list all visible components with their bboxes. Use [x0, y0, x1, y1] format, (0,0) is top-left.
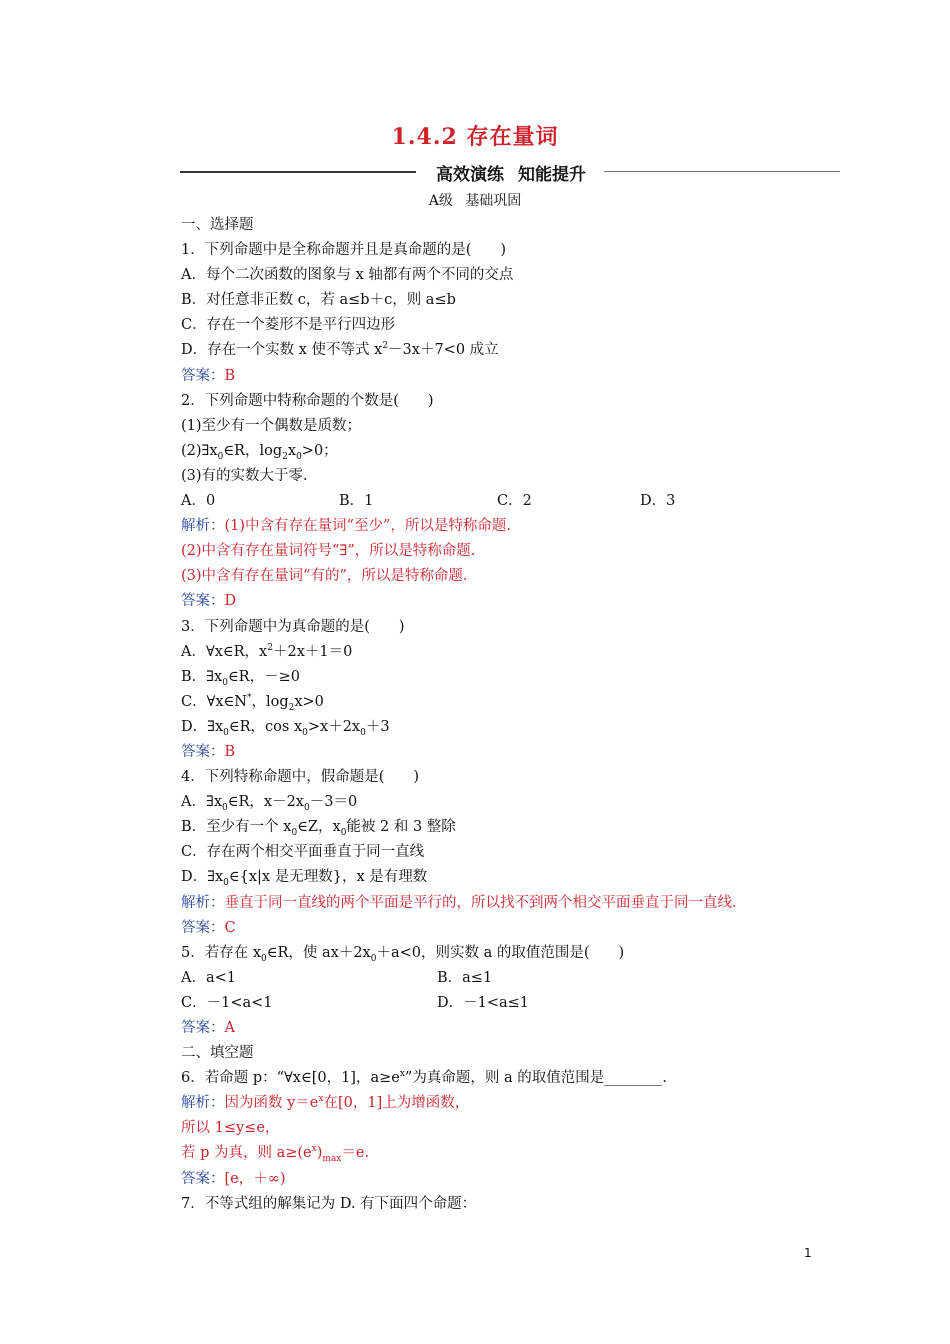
answer-label: 答案： [181, 919, 225, 936]
q4-option-a: A．$\exists x_0\in R$，$x-2x_0-3=0$ [181, 794, 358, 814]
page-number: 1 [804, 1246, 812, 1260]
q5-answer [181, 1016, 831, 1041]
section-heading-choice: 一、选择题 [181, 217, 254, 233]
q2-solution-3: (3)中含有存在量词“有的”，所以是特称命题. [181, 568, 468, 585]
q4-option-c: C．存在两个相交平面垂直于同一直线 [181, 844, 425, 861]
answer-label: 答案： [181, 593, 225, 610]
q4-solution: 解析：垂直于同一直线的两个平面是平行的，所以找不到两个相交平面垂直于同一直线. [181, 894, 737, 911]
answer-label: 答案： [181, 367, 225, 384]
answer-label: 答案： [181, 1170, 225, 1187]
q3-option-c: C．∀x∈N*，$\log_2x>0$ [181, 692, 324, 713]
question-6: 6．若命题 p：“∀x∈[0，1]，$a\ge e^x$”为真命题，则 a 的取值范围是________. [181, 1069, 667, 1087]
q5-options-ab [181, 966, 831, 991]
banner-rule-right [604, 171, 840, 172]
q2-options [181, 489, 831, 514]
exercise-content [181, 213, 831, 1217]
q2-item-2: $(2)\exists x_0\in R$，$\log_2x_0>0$； [181, 442, 338, 462]
banner-text: 高效演练 知能提升 [436, 165, 586, 185]
section-heading-fill: 二、填空题 [181, 1045, 254, 1062]
q2-option-d: D．3 [640, 493, 676, 510]
q1-option-b: B．对任意非正数 c，若 a≤b＋c，则 a≤b [181, 292, 456, 309]
difficulty-level: A级 基础巩固 [428, 193, 522, 209]
q3-option-d: D．$\exists x_0\in R$，$\cos x_0>x+2x_0+3$ [181, 718, 390, 738]
answer-value: B [224, 743, 236, 760]
solution-label: 解析： [181, 1095, 225, 1112]
q3-answer [181, 740, 831, 765]
q6-solution-2: 所以 1≤y≤e， [181, 1120, 280, 1137]
q2-solution-2: (2)中含有存在量词符号“∃”，所以是特称命题. [181, 543, 476, 560]
q5-options-cd [181, 991, 831, 1016]
section-title: 1.4.2 存在量词 [391, 124, 559, 150]
question-1: 1．下列命题中是全称命题并且是真命题的是( ) [181, 242, 507, 259]
q4-option-d: D．$\exists x_0\in\{x|x$ 是无理数}，x 是有理数 [181, 869, 428, 889]
q2-option-a: A．0 [181, 493, 216, 510]
question-2: 2．下列命题中特称命题的个数是( ) [181, 392, 434, 409]
solution-label: 解析： [181, 518, 225, 535]
q2-option-b: B．1 [339, 493, 374, 510]
q4-option-b: B．至少有一个 $x_0\in Z$，$x_0$能被 2 和 3 整除 [181, 819, 456, 839]
answer-value: C [224, 919, 236, 936]
q5-option-c: C．－1<a<1 [181, 994, 273, 1011]
banner-rule-left [180, 171, 416, 173]
q1-answer [181, 364, 831, 389]
question-5: 5．若存在 $x_0\in R$，使 $ax+2x_0+a<0$，则实数 a 的取值范围是( ) [181, 944, 625, 964]
q4-answer [181, 916, 831, 941]
q6-solution-3: 若 p 为真，则 $a\ge(e^x)_{max}=e$. [181, 1144, 370, 1165]
q2-item-1: (1)至少有一个偶数是质数； [181, 417, 362, 434]
q2-answer [181, 589, 831, 614]
q2-item-3: (3)有的实数大于零. [181, 467, 308, 484]
q1-option-d: D．存在一个实数 x 使不等式 $x^2-3x+7<0$ 成立 [181, 341, 499, 359]
q2-solution-1: 解析：(1)中含有存在量词“至少”，所以是特称命题. [181, 518, 511, 535]
solution-label: 解析： [181, 894, 225, 911]
question-7: 7．不等式组的解集记为 D. 有下面四个命题： [181, 1195, 477, 1212]
answer-label: 答案： [181, 743, 225, 760]
section-banner [180, 160, 840, 184]
answer-value: D [224, 593, 237, 610]
answer-value: B [224, 367, 236, 384]
q6-answer [181, 1167, 831, 1192]
q5-option-b: B．a≤1 [437, 969, 493, 986]
question-4: 4．下列特称命题中，假命题是( ) [181, 769, 420, 786]
question-3: 3．下列命题中为真命题的是( ) [181, 618, 405, 635]
answer-value: [e，＋∞) [224, 1170, 286, 1187]
q1-option-a: A．每个二次函数的图象与 x 轴都有两个不同的交点 [181, 267, 514, 284]
q3-option-b: B．$\exists x_0\in R$，－≥0 [181, 668, 300, 688]
q3-option-a: A．∀x∈R，$x^2+2x+1=0$ [181, 642, 353, 660]
answer-label: 答案： [181, 1020, 225, 1036]
answer-value: A [224, 1020, 235, 1036]
q2-option-c: C．2 [497, 493, 532, 510]
q5-option-a: A．a<1 [181, 969, 236, 986]
q1-option-c: C．存在一个菱形不是平行四边形 [181, 317, 396, 334]
q5-option-d: D．－1<a≤1 [437, 994, 530, 1011]
q6-solution-1: 解析：因为函数 $y=e^x$在[0，1]上为增函数， [181, 1094, 470, 1112]
